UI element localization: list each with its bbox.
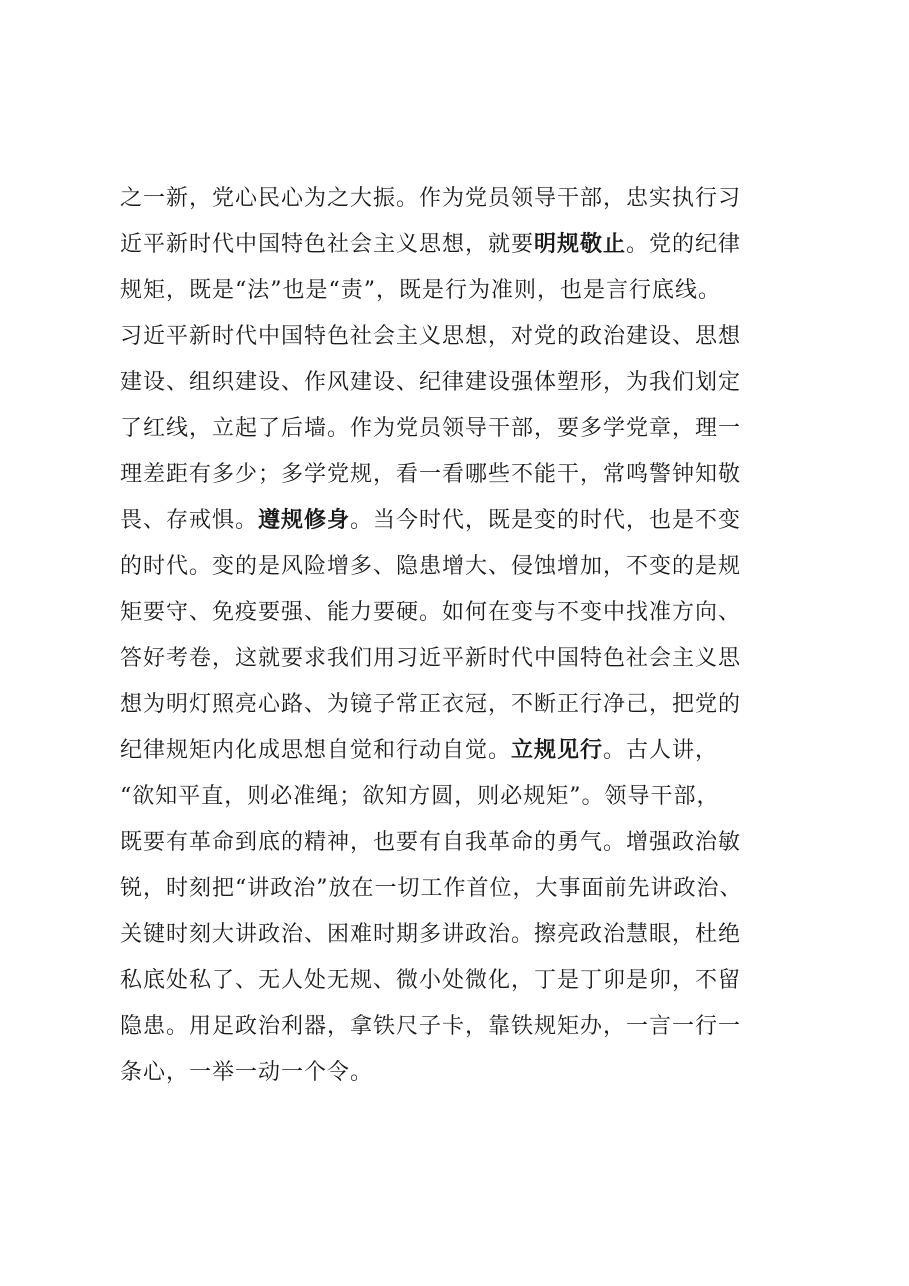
text-line [120, 222, 741, 268]
text-line [120, 498, 741, 544]
text-segment: 锐，时刻把“讲政治”放在一切工作首位，大事面前先讲政治、 [120, 876, 743, 901]
bold-keyword: 明规敬止 [534, 232, 627, 257]
text-segment: 近平新时代中国特色社会主义思想，就要 [120, 232, 535, 257]
text-segment: “欲知平直，则必准绳；欲知方圆，则必规矩”。领导干部， [120, 784, 720, 809]
text-line [120, 728, 718, 774]
text-segment: 畏、存戒惧。 [120, 508, 259, 533]
text-segment: 想为明灯照亮心路、为镜子常正衣冠，不断正行净己，把党的 [120, 692, 742, 717]
text-line [120, 820, 741, 866]
text-line [120, 682, 741, 728]
text-segment: 了红线，立起了后墙。作为党员领导干部，要多学党章，理一 [120, 416, 742, 441]
bold-keyword: 立规见行 [511, 738, 604, 763]
text-segment: 之一新，党心民心为之大振。作为党员领导干部，忠实执行习 [120, 186, 742, 211]
text-line [120, 314, 741, 360]
text-line [120, 958, 741, 1004]
text-line [120, 360, 741, 406]
text-segment: 既要有革命到底的精神，也要有自我革命的勇气。增强政治敏 [120, 830, 742, 855]
text-line [120, 406, 741, 452]
text-segment: 隐患。用足政治利器，拿铁尺子卡，靠铁规矩办，一言一行一 [120, 1014, 742, 1039]
text-line [120, 590, 741, 636]
text-segment: 。当今时代，既是变的时代，也是不变 [350, 508, 742, 533]
text-segment: 私底处私了、无人处无规、微小处微化，丁是丁卯是卯，不留 [120, 968, 742, 993]
text-segment: 条心，一举一动一个令。 [120, 1060, 374, 1085]
text-line [120, 774, 720, 820]
text-segment: 纪律规矩内化成思想自觉和行动自觉。 [120, 738, 512, 763]
text-line [120, 912, 741, 958]
text-segment: 关键时刻大讲政治、困难时期多讲政治。擦亮政治慧眼，杜绝 [120, 922, 742, 947]
text-line [120, 1050, 373, 1096]
text-line [120, 866, 743, 912]
text-segment: 建设、组织建设、作风建设、纪律建设强体塑形，为我们划定 [120, 370, 742, 395]
text-line [120, 1004, 741, 1050]
text-segment: 规矩，既是“法”也是“责”，既是行为准则，也是言行底线。 [120, 278, 721, 303]
text-line [120, 176, 741, 222]
bold-keyword: 遵规修身 [258, 508, 351, 533]
text-segment: 答好考卷，这就要求我们用习近平新时代中国特色社会主义思 [120, 646, 742, 671]
text-segment: 矩要守、免疫要强、能力要硬。如何在变与不变中找准方向、 [120, 600, 742, 625]
text-segment: 的时代。变的是风险增多、隐患增大、侵蚀增加，不变的是规 [120, 554, 742, 579]
text-segment: 理差距有多少；多学党规，看一看哪些不能干，常鸣警钟知敬 [120, 462, 742, 487]
text-line [120, 452, 741, 498]
text-segment: 习近平新时代中国特色社会主义思想，对党的政治建设、思想 [120, 324, 742, 349]
text-line [120, 268, 721, 314]
text-line [120, 636, 741, 682]
text-segment: 。党的纪律 [626, 232, 742, 257]
text-segment: 。古人讲， [603, 738, 719, 763]
text-line [120, 544, 741, 590]
